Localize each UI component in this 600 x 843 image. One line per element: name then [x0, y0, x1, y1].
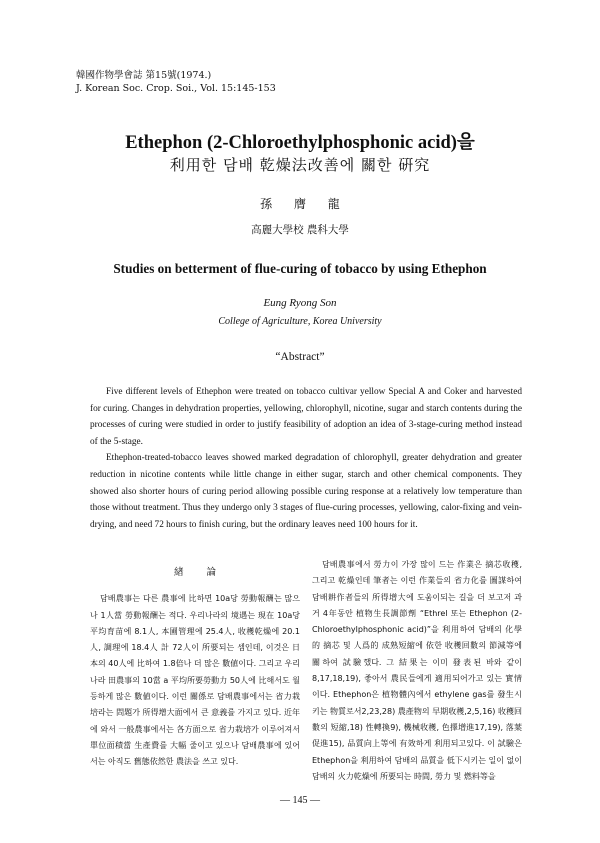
body-column-left — [90, 559, 300, 771]
author-name-korean: 孫 膺 龍 — [260, 197, 340, 211]
body-column-right — [312, 557, 522, 785]
page-number: — 145 — — [280, 795, 320, 806]
paper-title-line1: Ethephon (2-Chloroethylphosphonic acid)을 — [125, 133, 475, 153]
abstract-paragraph-1: Five different levels of Ethephon were treated on tobacco cultivar yellow Special A and Coker and harvested for curing. Changes in dehydration properties, yellowing, chlorophyll, nicotine, sugar and starch contents during the processes of curing were studied in order to justify feasibility of adoption an idea of 3-stage-curing method instead of the 5-stage. — [90, 387, 522, 447]
abstract-heading: “Abstract” — [275, 351, 325, 363]
abstract-paragraph-2: Ethephon-treated-tobacco leaves showed marked degradation of chlorophyll, greater dehydration and greater reduction in nicotine contents while little change in either sugar, starch and other chemical components. They showed also shorter hours of curing period allowing possible curing response at a relatively low temperature than those without treatment. Thus they undergo only 3 stages of flue-curing processes, yellowing, calor-fixing and vein-drying, and need 72 hours to finish curing, but the ordinary leaves need 100 hours for it. — [90, 453, 522, 530]
journal-citation-english: J. Korean Soc. Crop. Soi., Vol. 15:145-153 — [76, 82, 276, 94]
abstract-body — [90, 384, 522, 533]
paper-title-line2: 利用한 담배 乾燥法改善에 關한 硏究 — [169, 156, 431, 174]
author-name-english: Eung Ryong Son — [263, 297, 337, 309]
journal-header — [76, 70, 276, 95]
author-affiliation-english: College of Agriculture, Korea University — [218, 316, 382, 327]
journal-citation-korean: 韓國作物學會誌 第15號(1974.) — [76, 70, 212, 81]
body-paragraph-right: 담배農事에서 勞力이 가장 많이 드는 作業은 摘芯收穫, 그리고 乾燥인데 筆者는 이런 作業들의 省力化를 圖謀하여 담배耕作者들의 所得增大에 도움이되는 길을 더 보고저 과거 4年동안 植物生長調節劑 “Ethrel 또는 Ethephon (2-Chloroethylphosphonic acid)”을 利用하여 담배의 化學的 摘芯 및 人爲的 成熟短縮에 依한 收穫回數의 節減等에 關하여 試驗했다. 그 結果는 이미 發表된 바와 같이8,17,18,19), 좋아서 農民들에게 適用되어가고 있는 實情이다. Ethephon은 植物體內에서 ethylene gas를 發生시키는 物質로서2,23,28) 農產物의 早期收穫,2,5,16) 收穫回數의 短縮,18) 性轉換9), 機械收穫, 色擇增進17,19), 落葉促進15), 品質向上等에 有效하게 利用되고있다. 이 試驗은Ethephon을 利用하여 담배의 品質을 低下시키는 일이 없이 담배의 火力乾燥에 所要되는 時間, 勞力 및 燃料等을 — [312, 560, 522, 781]
section-heading-introduction: 緖 論 — [173, 567, 227, 578]
body-paragraph-left: 담배農事는 다른 農事에 比하면 10a당 勞動報酬는 많으나 1人當 勞動報酬는 적다. 우리나라의 境遇는 現在 10a당 平均育苗에 8.1人, 本圃管理에 25.4人, 收穫乾燥에 20.1人, 調理에 18.4人 計 72人이 所要되는 셈인데, 이것은 日本의 40人에 比하여 1.8倍나 더 많은 數値이다. 그리고 우리나라 田農事의 10當 a 平均所要勞動力 50人에 比해서도 월등하게 많은 數値이다. 이런 關係로 담배農事에서는 省力栽培라는 問題가 所得增大面에서 큰 意義를 가지고 있다. 近年에 와서 一般農事에서는 各方面으로 省力栽培가 이루어져서 單位面積當 生產費를 大幅 줄이고 있으나 담배農事에 있어서는 아직도 舊態依然한 農法을 쓰고 있다. — [90, 594, 300, 767]
paper-title-english: Studies on betterment of flue-curing of tobacco by using Ethephon — [113, 261, 487, 276]
author-affiliation-korean: 高麗大學校 農科大學 — [251, 224, 349, 236]
